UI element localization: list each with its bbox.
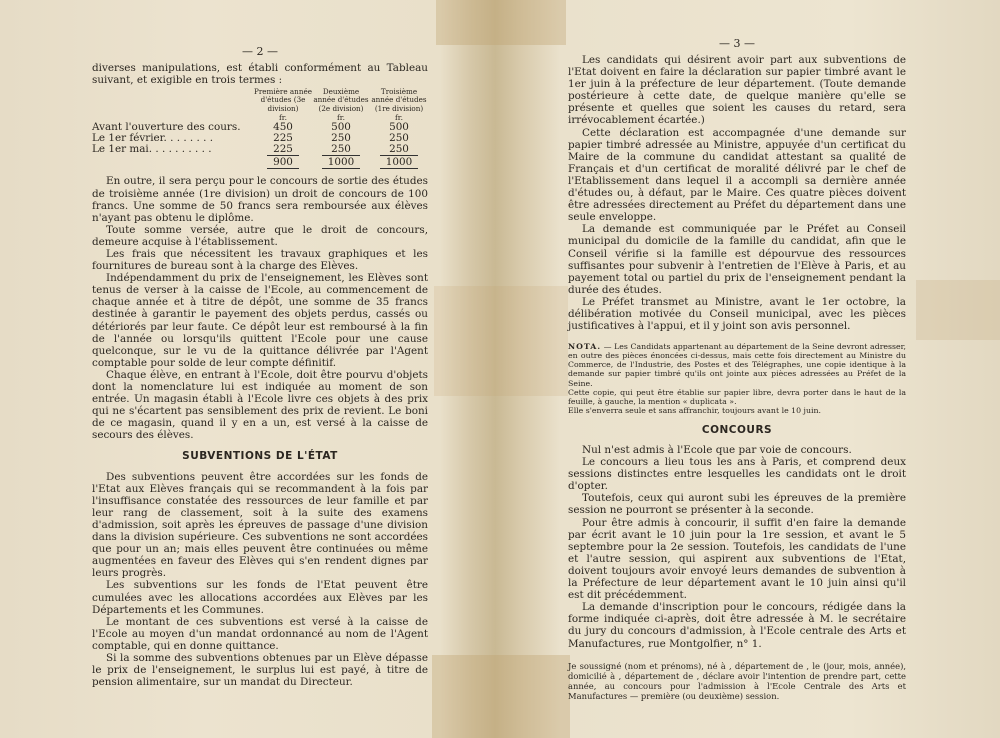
total-value: 1000 xyxy=(380,155,418,169)
application-form-template xyxy=(568,661,906,701)
table-totals-row xyxy=(92,155,428,169)
tape-strip-right xyxy=(916,280,1000,340)
section-paragraph: Le concours a lieu tous les ans à Paris, et comprend deux sessions distinctes entre lesquelles les candidats ont le droit d'opter. xyxy=(568,456,906,493)
intro-paragraph: diverses manipulations, est établi conformément au Tableau suivant, et exigible en trois termes : xyxy=(92,62,428,87)
cell-value: 250 xyxy=(389,143,409,156)
row-label: Le 1er février. . . . . . . . xyxy=(92,132,214,144)
body-paragraph: Les frais que nécessitent les travaux graphiques et les fournitures de bureau sont à la charge des Elèves. xyxy=(92,247,428,273)
body-paragraph: Les candidats qui désirent avoir part aux subventions de l'Etat doivent en faire la déclaration sur papier timbré avant le 1er juin à la préfecture de leur département. (Toute demande postérieure à cette date, de quelque manière qu'elle se présente et quelles que soient les causes du retard, sera irrévocablement écartée.) xyxy=(568,54,906,127)
cell-value: 225 xyxy=(273,132,293,144)
row-label: Le 1er mai. . . . . . . . . . xyxy=(92,143,212,156)
right-page xyxy=(568,0,906,738)
section-paragraph: Toutefois, ceux qui auront subi les épreuves de la première session ne pourront se présenter à la seconde. xyxy=(568,492,906,517)
section-paragraph: Les subventions sur les fonds de l'Etat peuvent être cumulées avec les allocations accordées aux Elèves par les Départements et les Communes. xyxy=(92,579,428,616)
unit-label: fr. xyxy=(279,112,287,122)
cell-value: 250 xyxy=(331,132,351,144)
cell-value: 225 xyxy=(273,143,293,156)
nota-text: Elle s'enverra seule et sans affranchir, toujours avant le 10 juin. xyxy=(568,405,821,415)
unit-label: fr. xyxy=(337,112,345,122)
body-paragraph: Cette déclaration est accompagnée d'une demande sur papier timbré adressée au Ministre, appuyée d'un certificat du Maire de la commune du candidat attestant sa qualité de Français et d'un certificat de moralité délivré par le chef de l'Etablissement dans lequel il a accompli sa dernière année d'études ou, à défaut, par le Maire. Ces quatre pièces doivent être adressées directement au Préfet du département dans une seule enveloppe. xyxy=(568,126,906,224)
fee-table-header xyxy=(92,88,428,113)
page-number: — 2 — xyxy=(242,45,278,58)
column-head: Première année d'études (3e division) xyxy=(254,87,312,113)
body-paragraph: Le Préfet transmet au Ministre, avant le 1er octobre, la délibération motivée du Conseil municipal, avec les pièces justificatives à l'appui, et il y joint son avis personnel. xyxy=(568,295,906,333)
unit-label: fr. xyxy=(395,112,403,122)
nota-text: Cette copie, qui peut être établie sur papier libre, devra porter dans le haut de la feuille, à gauche, la mention « duplicata ». xyxy=(568,387,906,406)
row-label: Avant l'ouverture des cours. xyxy=(92,120,241,133)
body-paragraph: Indépendamment du prix de l'enseignement, les Elèves sont tenus de verser à la caisse de l'Ecole, au commencement de chaque année et à titre de dépôt, une somme de 35 francs destinée à garantir le payement des objets perdus, cassés ou détériorés par leur faute. Ce dépôt leur est remboursé à la fin de l'année ou lorsqu'ils quittent l'Ecole pour une cause quelconque, sur le vu de la quittance délivrée par l'Agent comptable pour solde de leur compte définitif. xyxy=(92,272,428,369)
table-row xyxy=(92,144,428,155)
cell-value: 500 xyxy=(389,120,409,133)
section-paragraph: Pour être admis à concourir, il suffit d'en faire la demande par écrit avant le 10 juin pour la 1re session, et avant le 5 septembre pour la 2e session. Toutefois, les candidats de l'une et l'autre session, qui aspirent aux subventions de l'Etat, doivent toujours avoir envoyé leurs demandes de subvention à la Préfecture de leur département avant le 10 juin ainsi qu'il est dit précédemment. xyxy=(568,516,906,602)
nota-text: — Les Candidats appartenant au département de la Seine devront adresser, en outre des pièces énoncées ci-dessus, mais cette fois directement au Ministre du Commerce, de l'Industrie, des Postes et des Télégraphes, une copie identique à la demande sur papier timbré qu'ils ont jointe aux pièces adressées au Préfet de la Seine. xyxy=(568,342,906,388)
nota-block xyxy=(568,342,906,415)
section-paragraph: Le montant de ces subventions est versé à la caisse de l'Ecole au moyen d'un mandat ordonnancé au nom de l'Agent comptable, qui en donne quittance. xyxy=(92,615,428,652)
total-value: 1000 xyxy=(322,155,360,169)
section-paragraph: La demande d'inscription pour le concours, rédigée dans la forme indiquée ci-après, doit être adressée à M. le secrétaire du jury du concours d'admission, à l'Ecole centrale des Arts et Manufactures, rue Montgolfier, n° 1. xyxy=(568,601,906,650)
cell-value: 250 xyxy=(331,143,351,156)
body-paragraph: Toute somme versée, autre que le droit de concours, demeure acquise à l'établissement. xyxy=(92,223,428,248)
cell-value: 500 xyxy=(331,120,351,133)
cell-value: 450 xyxy=(273,120,293,133)
total-value: 900 xyxy=(267,155,299,169)
page-number: — 3 — xyxy=(719,37,755,50)
tape-strip-bottom xyxy=(432,655,570,738)
section-paragraph: Nul n'est admis à l'Ecole que par voie de concours. xyxy=(582,444,852,456)
section-title-concours: CONCOURS xyxy=(701,423,773,436)
body-paragraph: En outre, il sera perçu pour le concours de sortie des études de troisième année (1re division) un droit de concours de 100 francs. Une somme de 50 francs sera remboursée aux élèves n'ayant pas obtenu le diplôme. xyxy=(92,175,428,224)
body-paragraph: Chaque élève, en entrant à l'Ecole, doit être pourvu d'objets dont la nomenclature lui est indiquée au moment de son entrée. Un magasin établi à l'Ecole livre ces objets à des prix qui ne s'écartent pas sensiblement des prix de revient. Le boni de ce magasin, quand il y en a un, est versé à la caisse de secours des élèves. xyxy=(92,368,428,442)
section-paragraph: Si la somme des subventions obtenues par un Elève dépasse le prix de l'enseignement, le surplus lui est payé, à titre de pension alimentaire, sur un mandat du Directeur. xyxy=(92,651,428,689)
cell-value: 250 xyxy=(389,132,409,144)
form-text: Je soussigné (nom et prénoms), né à , département de , le (jour, mois, année), domicilié à , département de , déclare avoir l'intention de prendre part, cette année, au concours pour l'admission à l'Ecole Centrale des Arts et Manufactures — première (ou deuxième) session. xyxy=(568,660,906,701)
section-paragraph: Des subventions peuvent être accordées sur les fonds de l'Etat aux Elèves français qui se recommandent à la fois par l'insuffisance constatée des ressources de leur famille et par leur rang de classement, soit à la suite des examens d'admission, soit après les épreuves de passage d'une division dans la division supérieure. Ces subventions ne sont accordées que pour un an; mais elles peuvent être continuées ou même augmentées en faveur des Elèves qui s'en rendent dignes par leurs progrès. xyxy=(92,470,428,580)
nota-heading: NOTA. xyxy=(568,342,602,352)
section-title-subventions: SUBVENTIONS DE L'ÉTAT xyxy=(182,450,338,463)
column-head: Troisième année d'études (1re division) xyxy=(371,87,427,113)
fee-table xyxy=(92,88,428,169)
column-head: Deuxième année d'études (2e division) xyxy=(313,87,369,113)
tape-strip-middle xyxy=(434,286,568,396)
body-paragraph: La demande est communiquée par le Préfet au Conseil municipal du domicile de la famille du candidat, afin que le Conseil vérifie si la famille est dépourvue des ressources suffisantes pour subvenir à l'entretien de l'Elève à Paris, et au payement total ou partiel du prix de l'enseignement pendant la durée des études. xyxy=(568,223,906,296)
tape-strip-top xyxy=(436,0,566,45)
left-page xyxy=(92,0,428,738)
